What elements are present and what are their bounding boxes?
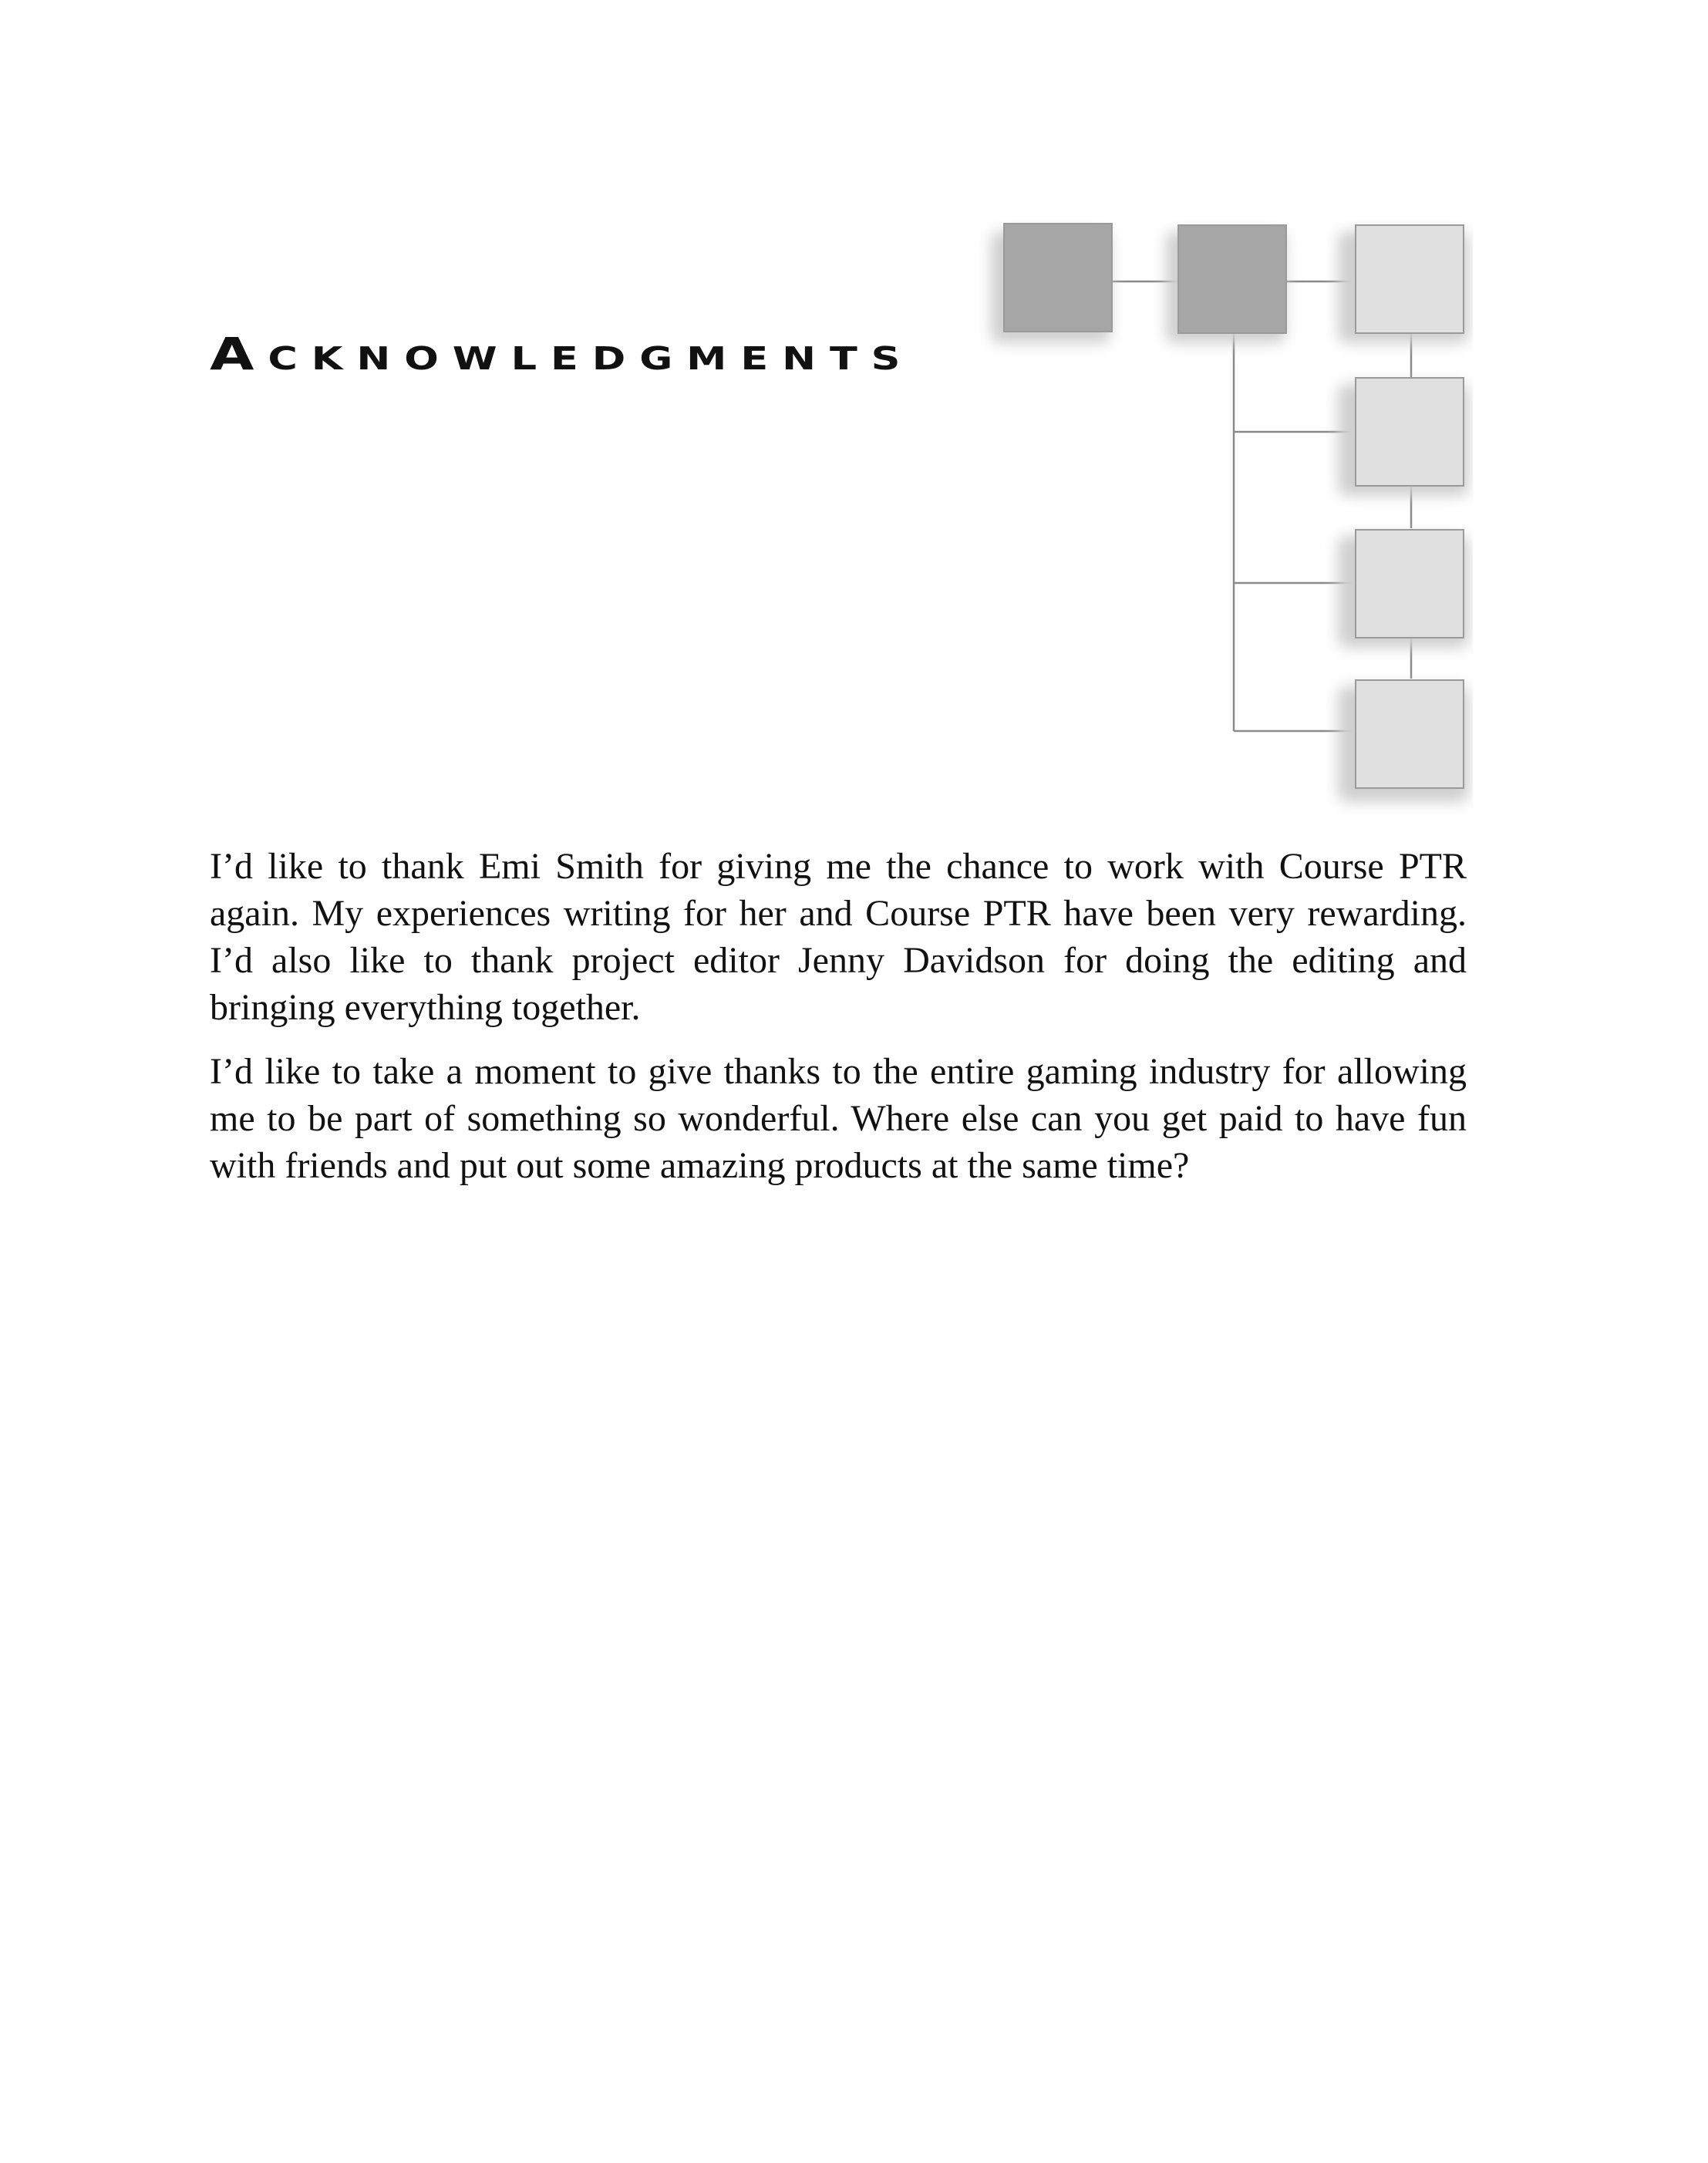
dark-box-2 bbox=[1178, 225, 1286, 333]
connector-lines bbox=[1110, 281, 1411, 731]
paragraph-1: I’d like to thank Emi Smith for giving me the chance to work with Course PTR again. My experiences writing for her and Course PTR have been very rewarding. I’d also like to thank project editor Jenny Davidson for doing the editing and bringing everything together. bbox=[210, 846, 1467, 1028]
paragraph-2: I’d like to take a moment to give thanks to the entire gaming industry for allowing me to be part of something so wonderful. Where else can you get paid to have fun with friends and put out some amazing products at the same time? bbox=[210, 1051, 1467, 1186]
light-box-3 bbox=[1356, 530, 1464, 638]
acknowledgments-body bbox=[210, 843, 1467, 1206]
dark-box-1 bbox=[1004, 224, 1112, 332]
chapter-title: Acknowledgments bbox=[210, 328, 915, 380]
org-chart-boxes-icon bbox=[948, 208, 1473, 825]
light-box-2 bbox=[1356, 378, 1464, 486]
light-box-1 bbox=[1356, 225, 1464, 333]
light-box-4 bbox=[1356, 680, 1464, 788]
